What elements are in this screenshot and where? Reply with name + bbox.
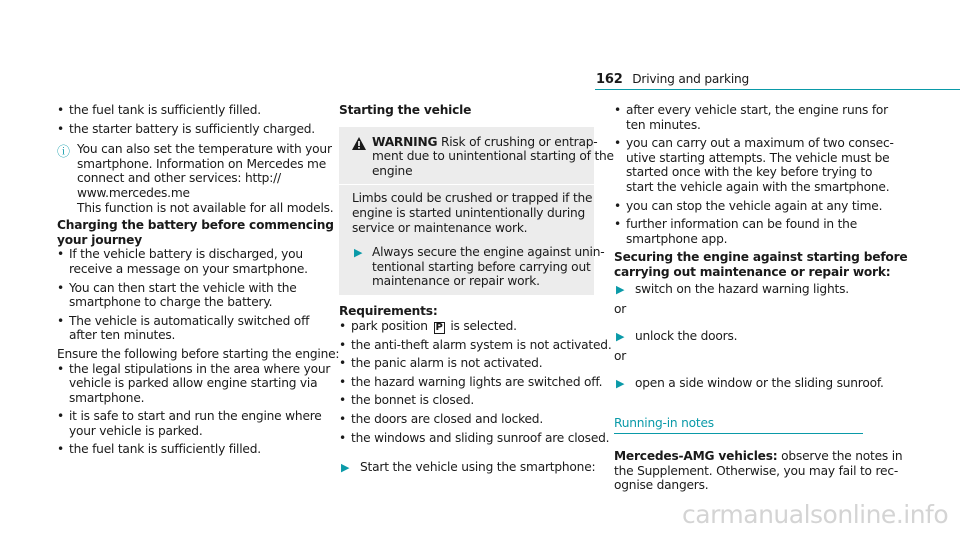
amg-paragraph: Mercedes-AMG vehicles: observe the notes in the Supplement. Otherwise, you may fail to rec- ognise dangers. — [614, 449, 903, 493]
arrow-icon: ▶ — [341, 461, 350, 475]
warning-triangle-icon — [352, 135, 366, 154]
list-item: • the fuel tank is sufficiently filled. — [57, 103, 261, 117]
list-item: • the bonnet is closed. — [339, 393, 475, 408]
warning-box — [339, 127, 614, 295]
watermark: carmanualsonline.info — [682, 500, 949, 529]
list-item: • the fuel tank is sufficiently filled. — [57, 442, 261, 457]
list-item: • after every vehicle start, the engine runs for ten minutes. — [614, 103, 888, 132]
step-item: ▶ open a side window or the sliding sunroof. — [616, 375, 884, 390]
column-1 — [57, 103, 340, 457]
section-heading: Starting the vehicle — [339, 103, 472, 117]
ensure-text: Ensure the following before starting the engine: — [57, 346, 340, 361]
requirements-label: Requirements: — [339, 303, 438, 318]
header-rule — [595, 89, 960, 90]
list-item: • it is safe to start and run the engine where your vehicle is parked. — [57, 409, 322, 438]
list-item: • park position P is selected. — [339, 318, 517, 333]
list-item: • the panic alarm is not activated. — [339, 356, 543, 371]
warning-action: ▶ Always secure the engine against unin- tentional starting before carrying out maintenance or repair work. — [354, 245, 605, 289]
arrow-icon: ▶ — [616, 329, 625, 343]
note-block: ⓘ You can also set the temperature with your smartphone. Information on Mercedes me connect and other services: http:// www.mercedes.me This function is not available for all models. — [57, 142, 334, 215]
list-item: • The vehicle is automatically switched off after ten minutes. — [57, 313, 310, 343]
start-step: ▶ Start the vehicle using the smartphone: — [341, 460, 596, 475]
column-3 — [614, 103, 908, 493]
list-item: • further information can be found in the smartphone app. — [614, 217, 857, 246]
page-number: 162 — [596, 72, 623, 87]
section-rule — [614, 433, 863, 434]
list-item: • the windows and sliding sunroof are closed. — [339, 430, 610, 445]
list-item: • you can stop the vehicle again at any time. — [614, 198, 883, 213]
page-header-title: Driving and parking — [632, 72, 750, 86]
list-item: • the hazard warning lights are switched off. — [339, 374, 603, 389]
list-item: • the doors are closed and locked. — [339, 411, 544, 426]
or-text: or — [614, 349, 627, 364]
page-header — [596, 72, 749, 88]
section-heading: Running-in notes — [614, 415, 714, 430]
securing-heading: Securing the engine against starting before carrying out maintenance or repair work: — [614, 250, 908, 279]
step-item: ▶ switch on the hazard warning lights. — [616, 281, 849, 296]
charging-heading: Charging the battery before commencing your journey — [57, 218, 334, 247]
warning-header: WARNING Risk of crushing or entrap- ment due to unintentional starting of the engine — [339, 135, 594, 179]
step-item: ▶ unlock the doors. — [616, 328, 738, 343]
arrow-icon: ▶ — [616, 376, 625, 390]
list-item: • You can then start the vehicle with the smartphone to charge the battery. — [57, 280, 297, 310]
column-2 — [339, 103, 614, 475]
list-item: • the anti-theft alarm system is not activated. — [339, 337, 612, 352]
info-icon: ⓘ — [57, 145, 71, 161]
list-item: • the starter battery is sufficiently charged. — [57, 121, 315, 136]
warning-body: Limbs could be crushed or trapped if the engine is started unintentionally during service or maintenance work. — [352, 191, 593, 235]
arrow-icon: ▶ — [616, 282, 625, 296]
or-text: or — [614, 302, 627, 317]
list-item: • If the vehicle battery is discharged, you receive a message on your smartphone. — [57, 247, 308, 276]
list-item: • the legal stipulations in the area where your vehicle is parked allow engine starting via smartphone. — [57, 361, 331, 405]
list-item: • you can carry out a maximum of two consec- utive starting attempts. The vehicle must be started once with the key before trying to start the vehicle again with the smartphone. — [614, 136, 894, 194]
arrow-icon: ▶ — [354, 246, 363, 260]
park-position-icon: P — [435, 321, 443, 333]
warning-label: WARNING — [372, 134, 438, 149]
